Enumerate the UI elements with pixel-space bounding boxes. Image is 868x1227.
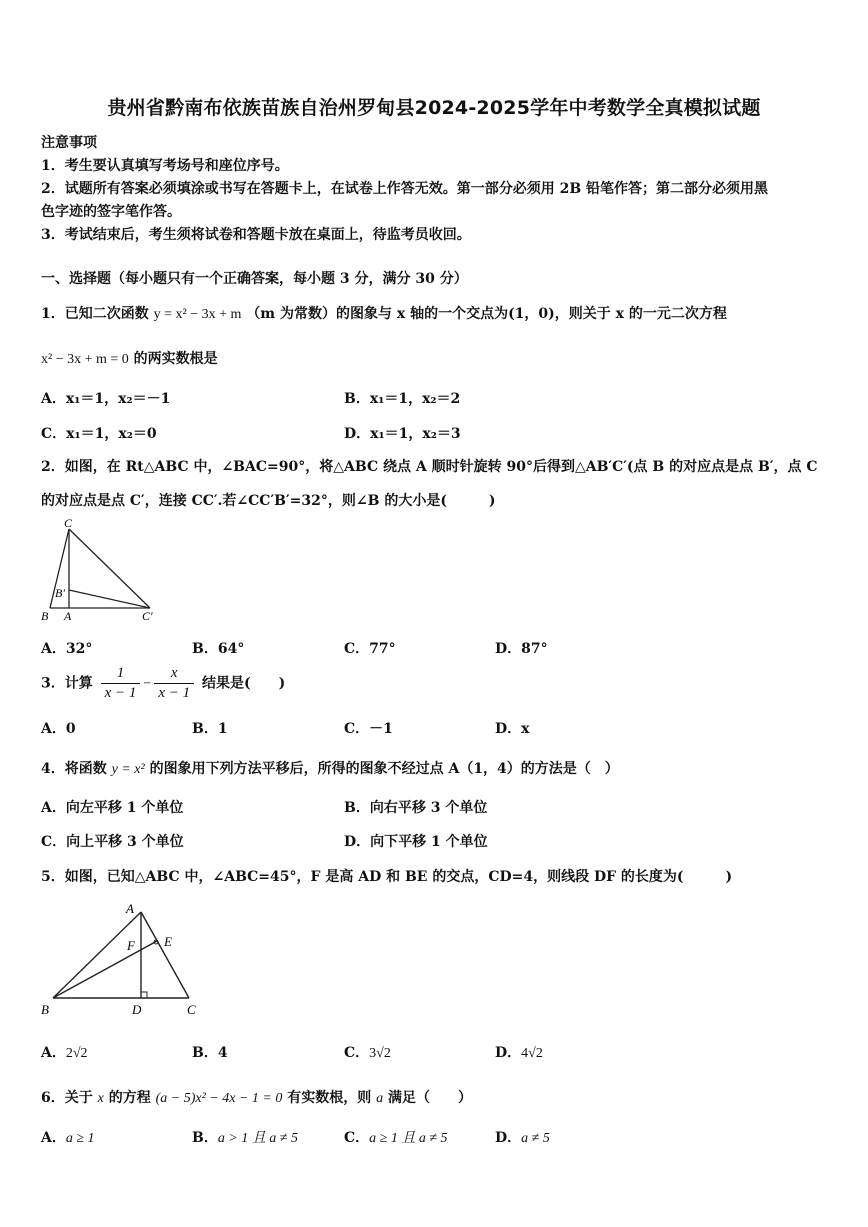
q3-frac2-num: x bbox=[154, 664, 194, 684]
section-heading: 一、选择题（每小题只有一个正确答案，每小题 3 分，满分 30 分） bbox=[41, 271, 468, 287]
q3-frac2-den: x − 1 bbox=[158, 685, 191, 701]
q5-label-d: D bbox=[132, 1002, 142, 1017]
notice-item-2: 2．试题所有答案必须填涂或书写在答题卡上，在试卷上作答无效。第一部分必须用 2B 铅笔作答；第二部分必须用黑 bbox=[41, 181, 769, 197]
notice-item-1: 1．考生要认真填写考场号和座位序号。 bbox=[41, 158, 289, 174]
q1-stem-prefix: 1．已知二次函数 bbox=[41, 306, 149, 322]
q3-frac1-den: x − 1 bbox=[104, 685, 137, 701]
q1-stem-line1 bbox=[41, 303, 727, 323]
q4-stem-suffix: 的图象用下列方法平移后，所得的图象不经过点 A（1，4）的方法是（ ） bbox=[149, 761, 619, 777]
q6-option-a: A．a ≥ 1 bbox=[41, 1130, 95, 1146]
q3-frac1-num: 1 bbox=[101, 664, 141, 684]
q1-option-a: A．x₁＝1，x₂＝－1 bbox=[41, 391, 171, 407]
q3-stem-suffix: 结果是( ) bbox=[201, 675, 286, 692]
q5-label-c: C bbox=[187, 1002, 196, 1017]
q1-stem-suffix: （m 为常数）的图象与 x 轴的一个交点为(1，0)，则关于 x 的一元二次方程 bbox=[246, 306, 727, 322]
q2-stem-line1: 2．如图，在 Rt△ABC 中，∠BAC=90°，将△ABC 绕点 A 顺时针旋转 90°后得到△AB′C′(点 B 的对应点是点 B′，点 C bbox=[41, 459, 818, 475]
q1-option-d: D．x₁＝1，x₂＝3 bbox=[344, 426, 461, 442]
q5-label-f: F bbox=[127, 938, 135, 953]
page-title: 贵州省黔南布依族苗族自治州罗甸县2024-2025学年中考数学全真模拟试题 bbox=[107, 97, 761, 119]
q1-stem-tail: 的两实数根是 bbox=[133, 351, 218, 367]
q2-label-b: B bbox=[41, 609, 49, 623]
q1-option-c: C．x₁＝1，x₂＝0 bbox=[41, 426, 157, 442]
q2-edge-b1c1 bbox=[69, 590, 150, 608]
q5-label-e: E bbox=[164, 934, 172, 949]
q4-option-b: B．向右平移 3 个单位 bbox=[344, 800, 488, 816]
q6-stem bbox=[41, 1087, 472, 1107]
q6-stem-prefix: 6．关于 bbox=[41, 1090, 93, 1106]
q5-label-a: A bbox=[126, 901, 134, 916]
q4-stem bbox=[41, 758, 619, 778]
q4-option-d: D．向下平移 1 个单位 bbox=[344, 834, 488, 850]
notice-item-2-cont: 色字迹的签字笔作答。 bbox=[41, 204, 181, 220]
q6-option-d: D．a ≠ 5 bbox=[495, 1130, 550, 1146]
q1-stem-line2 bbox=[41, 348, 218, 368]
q3-option-d: D．x bbox=[495, 721, 530, 737]
q4-function-expr: y = x² bbox=[111, 762, 145, 777]
q2-option-b: B．64° bbox=[192, 641, 245, 657]
q2-figure bbox=[38, 516, 163, 626]
q6-option-b: B．a > 1 且 a ≠ 5 bbox=[192, 1130, 298, 1146]
q2-label-c: C bbox=[64, 516, 73, 530]
q2-edge-cc1 bbox=[69, 529, 150, 608]
q1-function-expr: y = x² − 3x + m bbox=[153, 307, 242, 322]
q4-option-c: C．向上平移 3 个单位 bbox=[41, 834, 184, 850]
q2-label-b-prime: B′ bbox=[55, 586, 65, 600]
q2-option-a: A．32° bbox=[41, 641, 93, 657]
q5-option-b: B．4 bbox=[192, 1045, 228, 1061]
q3-fraction-1 bbox=[101, 664, 141, 703]
q5-right-angle-d bbox=[141, 992, 147, 998]
q3-option-b: B．1 bbox=[192, 721, 228, 737]
q4-option-a: A．向左平移 1 个单位 bbox=[41, 800, 184, 816]
q6-equation-expr: (a − 5)x² − 4x − 1 = 0 bbox=[155, 1091, 283, 1106]
q6-var-a: a bbox=[376, 1091, 384, 1106]
q3-minus: − bbox=[143, 676, 152, 692]
q5-stem: 5．如图，已知△ABC 中，∠ABC=45°，F 是高 AD 和 BE 的交点，CD=4，则线段 DF 的长度为( ) bbox=[41, 869, 733, 885]
q2-label-c-prime: C′ bbox=[142, 609, 153, 623]
q6-stem-suffix: 满足（ ） bbox=[387, 1090, 472, 1106]
q1-equation-expr: x² − 3x + m = 0 bbox=[41, 352, 129, 367]
q3-option-a: A．0 bbox=[41, 721, 76, 737]
q6-stem-mid: 的方程 bbox=[108, 1090, 151, 1106]
q6-var-x: x bbox=[97, 1091, 104, 1106]
q3-fraction-2 bbox=[154, 664, 194, 703]
q5-edge-ab bbox=[53, 912, 141, 998]
q5-option-d: D．4√2 bbox=[495, 1045, 543, 1061]
q3-option-c: C．－1 bbox=[344, 721, 393, 737]
q5-option-c: C．3√2 bbox=[344, 1045, 391, 1061]
notice-item-3: 3．考试结束后，考生须将试卷和答题卡放在桌面上，待监考员收回。 bbox=[41, 227, 471, 243]
q2-stem-line2: 的对应点是点 C′，连接 CC′.若∠CC′B′=32°，则∠B 的大小是( ) bbox=[41, 493, 496, 509]
q2-option-d: D．87° bbox=[495, 641, 548, 657]
q5-option-a: A．2√2 bbox=[41, 1045, 88, 1061]
q5-label-b: B bbox=[41, 1002, 49, 1017]
q2-option-c: C．77° bbox=[344, 641, 396, 657]
q4-stem-prefix: 4．将函数 bbox=[41, 761, 107, 777]
q6-option-c: C．a ≥ 1 且 a ≠ 5 bbox=[344, 1130, 448, 1146]
q6-stem-mid2: 有实数根，则 bbox=[287, 1090, 372, 1106]
notice-heading: 注意事项 bbox=[41, 135, 97, 151]
q2-label-a: A bbox=[64, 609, 72, 623]
q3-stem-prefix: 3．计算 bbox=[41, 675, 93, 692]
q3-stem bbox=[41, 664, 285, 703]
q1-option-b: B．x₁＝1，x₂＝2 bbox=[344, 391, 461, 407]
q5-edge-ac bbox=[141, 912, 189, 998]
q5-figure bbox=[36, 898, 211, 1023]
